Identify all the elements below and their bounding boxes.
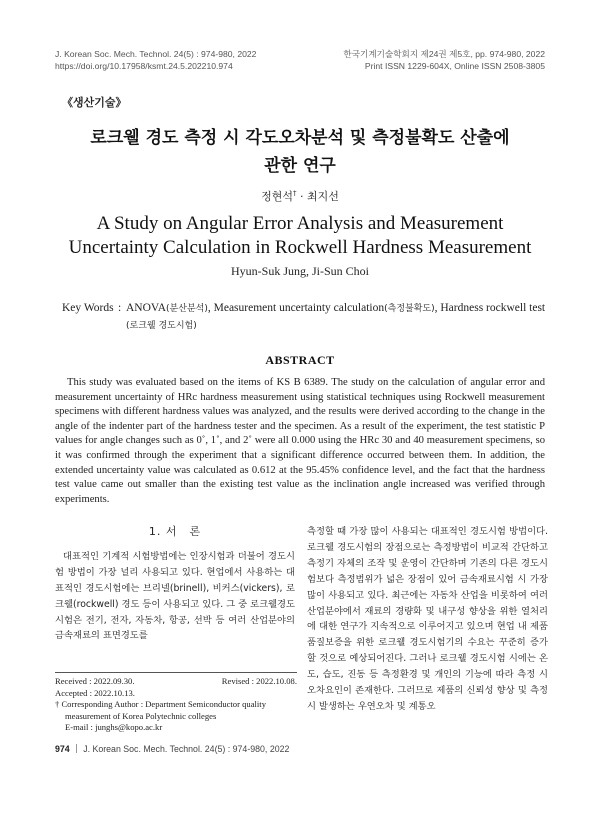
- keyword-3: , Hardness rockwell test: [434, 302, 546, 314]
- footer-separator: [76, 744, 78, 753]
- keywords: [62, 300, 552, 335]
- doi-link[interactable]: https://doi.org/10.17958/ksmt.24.5.202210.974: [55, 61, 233, 71]
- journal-citation: J. Korean Soc. Mech. Technol. 24(5) : 974-980, 2022: [55, 49, 257, 59]
- keyword-3-ko: (로크웰 경도시험): [126, 321, 197, 331]
- received-date: Received : 2022.09.30.: [55, 676, 135, 686]
- abstract-heading: ABSTRACT: [265, 353, 335, 367]
- footer-journal-citation: J. Korean Soc. Mech. Technol. 24(5) : 974-980, 2022: [83, 744, 290, 754]
- journal-header-left: [55, 48, 256, 72]
- page-footer: [55, 744, 289, 754]
- abstract-text: This study was evaluated based on the items of KS B 6389. The study on the calculation of angular error and measurement uncertainty of HRc hardness measurement using statistical techniques using Rockwell measurement specimens with different hardness values was analyzed, and the results were derived according to the change in the angle of the indenter part of the hardness tester and the specimen. As a result of the experiment, the test statistic P values for angle changes such as 0˚, 1˚, and 2˚ were all 0.000 using the HRc 30 and 40 measurement specimens, so it was confirmed through the experiment that a significant difference occurred between them. In addition, the extended uncertainty value was calculated as 0.612 at the 95.45% confidence level, and the fact that the hardness test value came out smaller than the existing test value as the inclination angle increased was verified through experiments.: [55, 377, 545, 505]
- section-tag: 《생산기술》: [62, 96, 127, 109]
- keywords-label: Key Words: [62, 302, 114, 314]
- intro-right-column: [307, 524, 548, 715]
- keyword-1: ANOVA: [126, 302, 167, 314]
- intro-paragraph-right: 측정할 때 가장 많이 사용되는 대표적인 경도시험 방법이다. 로크웰 경도시험의 장점으로는 측정방법이 비교적 간단하고 측정기 자체의 조작 및 운영이 간단하며 기존의 다른 경도시험보다 측정범위가 넓은 장점이 있어 금속재료시험 시 가장 많이 사용되고 있다. 최근에는 자동차 산업을 비롯하여 여러 산업분야에서 재료의 경량화 및 내구성 향상을 위한 열처리에 대한 연구가 지속적으로 이루어지고 있으며 현업 내 제품 품질보증을 위한 로크웰 경도시험기의 수요는 꾸준히 증가할 것으로 예상되어진다. 그러나 로크웰 경도시험 시에는 온도, 습도, 진동 등 측정환경 및 개인의 기능에 따라 측정 시 오차요인이 존재한다. 그러므로 제품의 신뢰성 향상 및 측정 시 발생하는 우연오차 및 계통오: [307, 526, 548, 712]
- author-email[interactable]: E-mail : junghs@kopo.ac.kr: [65, 722, 163, 733]
- accepted-date: Accepted : 2022.10.13.: [55, 687, 135, 698]
- author-names-ko-2: · 최지선: [296, 190, 339, 203]
- keyword-2-ko: (측정불확도): [384, 304, 435, 314]
- intro-paragraph-left: 대표적인 기계적 시험방법에는 인장시험과 더불어 경도시험 방법이 가장 널리 사용되고 있다. 현업에서 사용하는 대표적인 경도시험에는 브리넬(brinell), 비커스(vickers), 로크웰(rockwell) 경도 등이 사용되고 있다. 그 중 로크웰경도시험은 전기, 전자, 자동차, 항공, 선박 등 여러 산업분야의 금속재료의 표면경도를: [55, 550, 295, 642]
- footnote: [55, 676, 297, 734]
- keywords-line1: [62, 300, 552, 318]
- authors-english: Hyun-Suk Jung, Ji-Sun Choi: [230, 264, 370, 278]
- author-names-ko-1: 정현석: [261, 190, 293, 203]
- journal-header-right: [343, 48, 545, 72]
- section-heading-introduction: 1. 서 론: [148, 525, 202, 538]
- title-english-line1: A Study on Angular Error Analysis and Measurement: [96, 213, 504, 234]
- title-korean-line1: 로크웰 경도 측정 시 각도오차분석 및 측정불확도 산출에: [90, 128, 510, 148]
- title-korean-line2: 관한 연구: [264, 156, 336, 176]
- title-korean: [40, 124, 560, 180]
- dates-row: [55, 676, 297, 688]
- keyword-1-ko: (분산분석): [166, 304, 208, 314]
- journal-citation-ko: 한국기계기술학회지 제24권 제5호, pp. 974-980, 2022: [343, 49, 545, 59]
- corresponding-mark: †: [293, 189, 297, 198]
- page-number: 974: [55, 744, 70, 754]
- revised-date: Revised : 2022.10.08.: [221, 676, 297, 686]
- footnote-divider: [55, 672, 297, 673]
- authors-korean: [0, 188, 600, 204]
- issn-info: Print ISSN 1229-604X, Online ISSN 2508-3805: [364, 61, 545, 71]
- intro-left-column: [55, 524, 295, 644]
- keywords-separator: :: [118, 302, 122, 314]
- corresponding-author: † Corresponding Author : Department Semiconductor quality measurement of Korea Polytechnic colleges: [55, 699, 266, 721]
- keyword-2: , Measurement uncertainty calculation: [207, 302, 385, 314]
- title-english: [40, 212, 560, 260]
- title-english-line2: Uncertainty Calculation in Rockwell Hardness Measurement: [68, 237, 532, 258]
